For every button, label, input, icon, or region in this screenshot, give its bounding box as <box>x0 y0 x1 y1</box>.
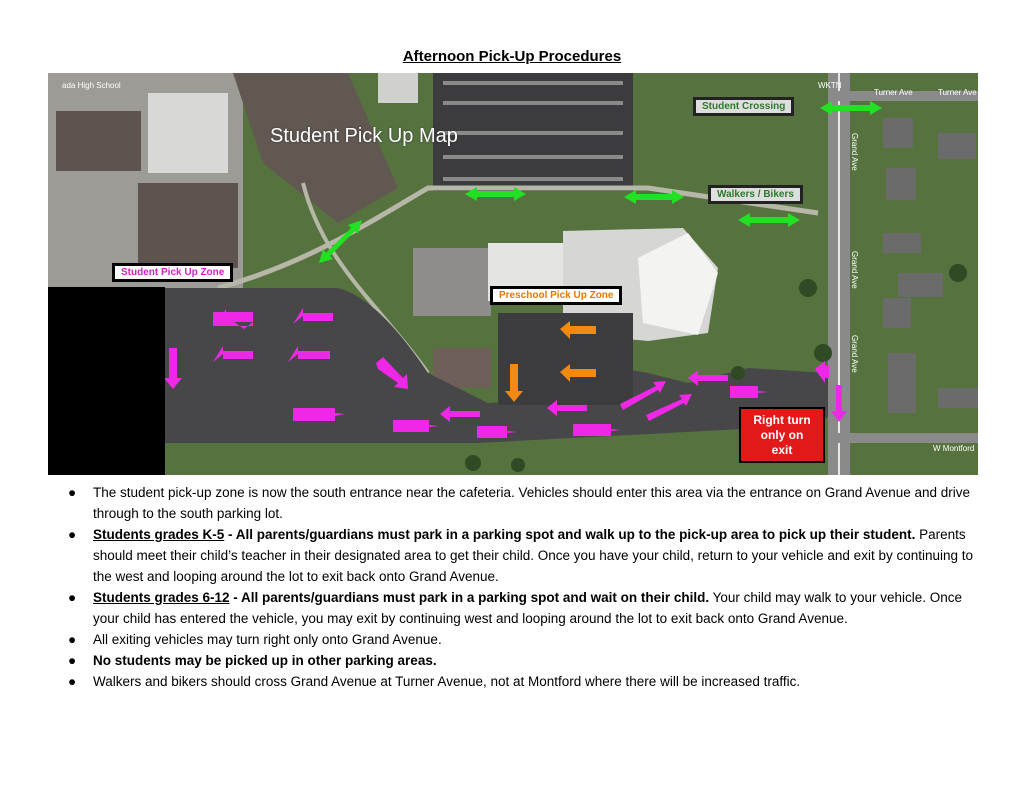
street-label-grand-ave-1: Grand Ave <box>850 133 859 171</box>
page-title: Afternoon Pick-Up Procedures <box>402 48 622 65</box>
right-turn-line-3: exit <box>771 443 793 457</box>
note-text: All exiting vehicles may turn right only onto Grand Avenue. <box>93 632 442 647</box>
procedure-notes <box>48 482 983 692</box>
bullet-icon: ● <box>68 527 77 542</box>
note-item <box>48 650 983 671</box>
bullet-icon: ● <box>68 485 77 500</box>
note-item <box>48 629 983 650</box>
note-bold-text: - All parents/guardians must park in a parking spot and wait on their child. <box>229 590 710 605</box>
note-text: Parents should meet their child’s teacher in their designated area to get their child. Once you have your child, return to your vehicle and exit by continuing to the west and looping around the lot to exit back onto Grand Avenue. <box>93 527 974 584</box>
map-title: Student Pick Up Map <box>270 125 458 147</box>
student-crossing-label: Student Crossing <box>693 97 794 116</box>
note-text: Your child may walk to your vehicle. Once your child has entered the vehicle, you may exit by continuing west and looping around the lot to exit back onto Grand Avenue. <box>93 590 962 626</box>
right-turn-line-2: only on <box>760 428 804 442</box>
place-label-high-school: ada High School <box>62 81 121 90</box>
note-grade-heading: Students grades 6-12 <box>93 590 230 605</box>
street-label-turner-ave-2: Turner Ave <box>938 88 977 97</box>
street-label-w-montford: W Montford <box>933 444 975 453</box>
bullet-icon: ● <box>68 653 77 668</box>
note-bold-text: - All parents/guardians must park in a parking spot and walk up to the pick-up area to pick up their student. <box>224 527 916 542</box>
preschool-pickup-zone-label: Preschool Pick Up Zone <box>490 286 622 305</box>
note-grade-heading: Students grades K-5 <box>93 527 225 542</box>
note-item <box>48 671 983 692</box>
street-label-wktn: WKTN <box>818 81 842 90</box>
bullet-icon: ● <box>68 632 77 647</box>
note-item <box>48 482 983 524</box>
bullet-icon: ● <box>68 590 77 605</box>
street-label-grand-ave-2: Grand Ave <box>850 251 859 289</box>
street-label-grand-ave-3: Grand Ave <box>850 335 859 373</box>
walkers-bikers-label: Walkers / Bikers <box>708 185 803 204</box>
redacted-block <box>48 287 165 475</box>
student-pickup-zone-label: Student Pick Up Zone <box>112 263 233 282</box>
note-bold-text: No students may be picked up in other parking areas. <box>93 653 437 668</box>
right-turn-line-1: Right turn <box>753 413 811 427</box>
right-turn-only-sign <box>739 407 825 463</box>
street-label-turner-ave-1: Turner Ave <box>874 88 913 97</box>
bullet-icon: ● <box>68 674 77 689</box>
note-item <box>48 587 983 629</box>
note-item <box>48 524 983 587</box>
note-text: The student pick-up zone is now the south entrance near the cafeteria. Vehicles should enter this area via the entrance on Grand Avenue and drive through to the south parking lot. <box>93 485 971 521</box>
pickup-map <box>48 73 978 475</box>
note-text: Walkers and bikers should cross Grand Avenue at Turner Avenue, not at Montford where there will be increased traffic. <box>93 674 801 689</box>
